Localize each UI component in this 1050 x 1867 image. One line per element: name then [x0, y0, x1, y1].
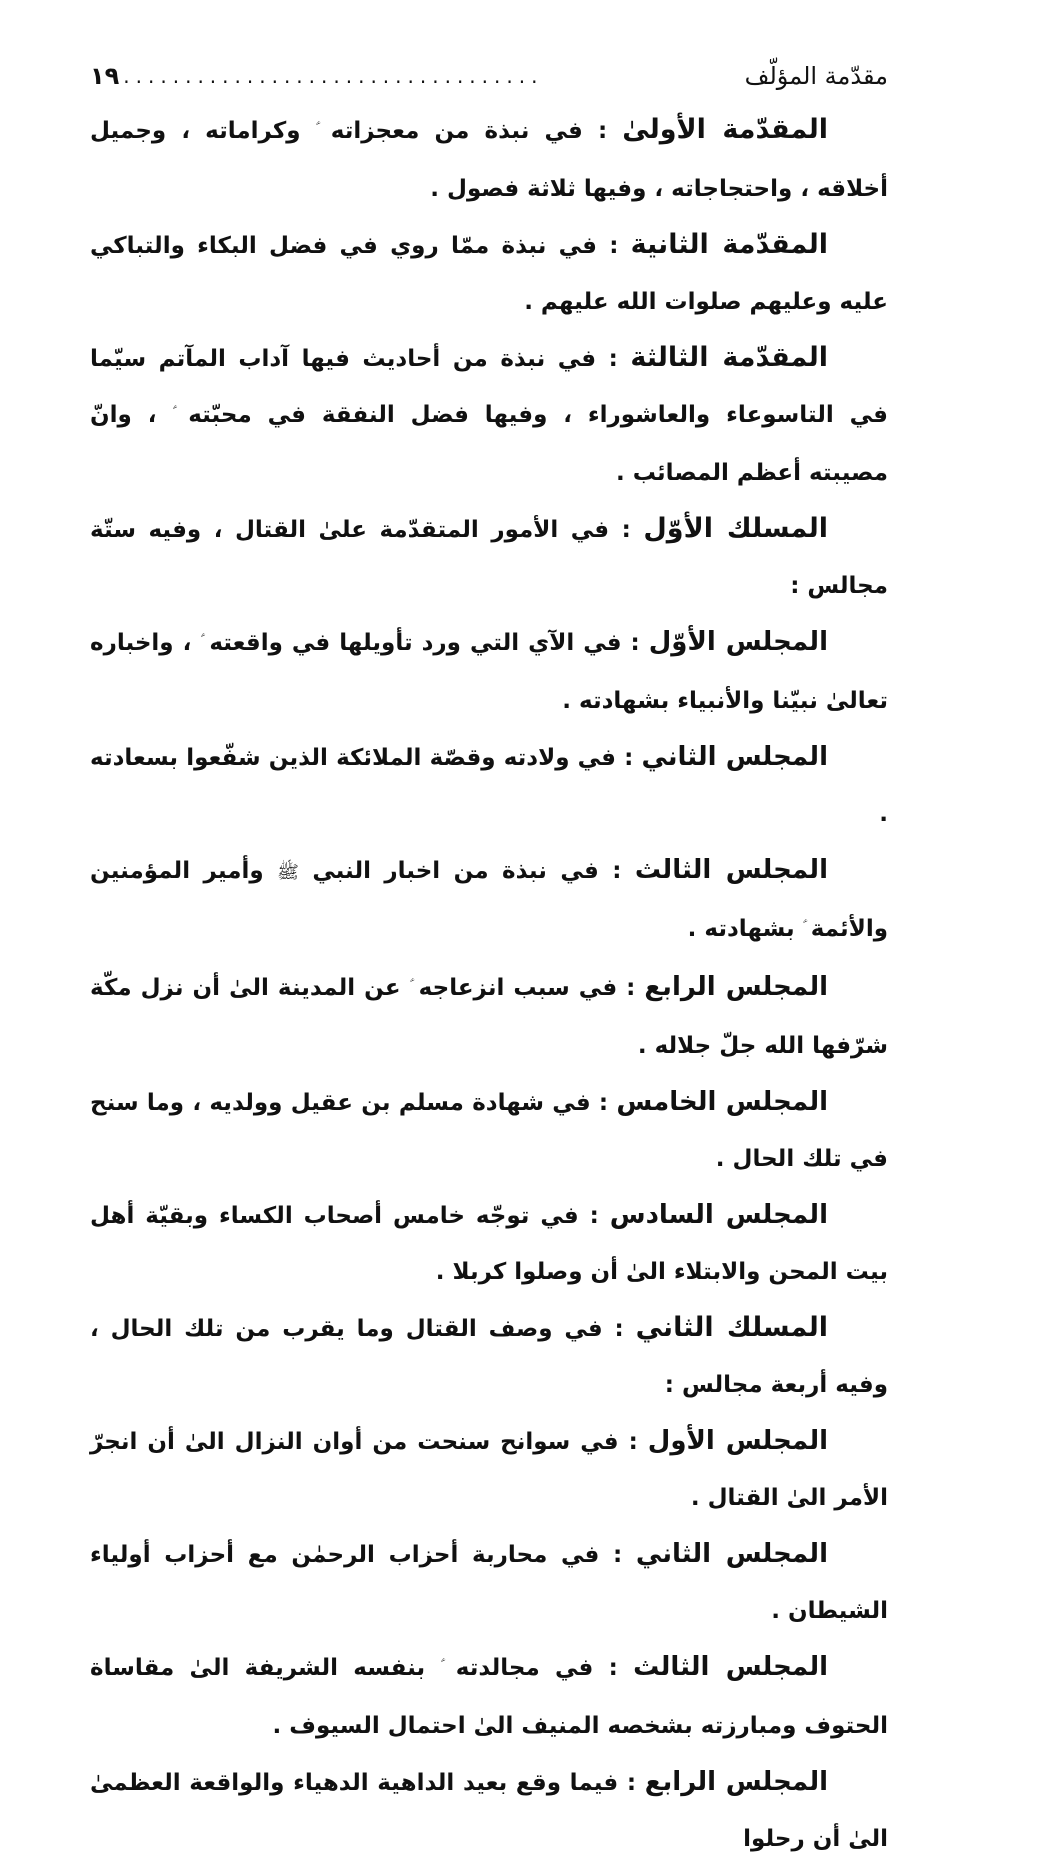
entry-text: في نبذة من اخبار النبي [312, 858, 599, 884]
entry-separator: : [609, 517, 644, 543]
entry-heading: المجلس الثالث [634, 855, 828, 885]
entry-heading: المجلس الثاني [641, 742, 828, 772]
page-number: ١٩ [90, 62, 120, 90]
entry-separator: : [590, 1090, 617, 1116]
entry-separator: : [618, 1429, 648, 1455]
running-head [90, 40, 888, 90]
toc-entry-majlis-3 [90, 842, 888, 959]
entry-separator: : [598, 858, 635, 884]
toc-entry-maslak2-majlis-2 [90, 1526, 888, 1639]
entry-heading: المقدّمة الثالثة [630, 342, 828, 373]
entry-heading: المقدّمة الأولىٰ [622, 114, 828, 145]
toc-entry-maslak-1 [90, 501, 888, 614]
book-page [90, 40, 888, 1867]
entry-heading: المقدّمة الثانية [630, 229, 828, 260]
entry-text-cont: وكراماته ، وجميل أخلاقه ، واحتجاجاته ، وفيها ثلاثة فصول . [90, 118, 888, 202]
entry-separator: : [596, 233, 631, 259]
salawat-glyph-icon: ﷺ [277, 862, 299, 883]
toc-entry-majlis-2 [90, 729, 888, 842]
entry-heading: المجلس الأول [647, 1426, 828, 1456]
toc-entry-maslak2-majlis-4 [90, 1754, 888, 1867]
entry-text: في نبذة من أحاديث فيها آداب المآتم سيّما في التاسوعاء والعاشوراء ، وفيها فضل النفقة في محبّته [90, 346, 888, 428]
entry-separator: : [617, 975, 645, 1001]
entry-text-cont: بشهادته . [687, 916, 803, 942]
entry-text-mid: وأمير المؤمنين والأئمة [90, 858, 888, 942]
entry-heading: المجلس الرابع [644, 1767, 829, 1797]
entry-heading: المجلس الأوّل [648, 627, 828, 657]
entry-text: في مجالدته [455, 1655, 594, 1681]
entry-text: في سوانح سنحت من أوان النزال الىٰ أن انجرّ الأمر الىٰ القتال . [90, 1429, 888, 1511]
toc-entry-majlis-5 [90, 1074, 888, 1187]
toc-entry-maslak2-majlis-1 [90, 1413, 888, 1526]
entry-text: في وصف القتال وما يقرب من تلك الحال ، وفيه أربعة مجالس : [90, 1316, 888, 1398]
entry-separator: : [582, 118, 623, 144]
toc-entry-majlis-4 [90, 959, 888, 1074]
entry-separator: : [618, 1770, 645, 1796]
entry-text: في ولادته وقصّة الملائكة الذين شفّعوا بسعادته . [90, 745, 888, 827]
toc-entry-maslak2-majlis-3 [90, 1639, 888, 1754]
toc-entry-maslak-2 [90, 1300, 888, 1413]
toc-entry-majlis-1 [90, 614, 888, 729]
entry-text: في الآي التي ورد تأويلها في واقعته [209, 630, 622, 656]
toc-entry-majlis-6 [90, 1187, 888, 1300]
entry-text: في محاربة أحزاب الرحمٰن مع أحزاب أولياء الشيطان . [90, 1542, 888, 1624]
entry-separator: : [599, 1542, 636, 1568]
entry-text: في توجّه خامس أصحاب الكساء وبقيّة أهل بيت المحن والابتلاء الىٰ أن وصلوا كربلا . [90, 1203, 888, 1285]
entry-text: في نبذة ممّا روي في فضل البكاء والتباكي عليه وعليهم صلوات الله عليهم . [90, 233, 888, 315]
entry-heading: المجلس الثاني [635, 1539, 828, 1569]
entry-text-cont: عن المدينة الىٰ أن نزل مكّة شرّفها الله جلّ جلاله . [90, 975, 888, 1059]
entry-text-cont: بنفسه الشريفة الىٰ مقاساة الحتوف ومبارزته بشخصه المنيف الىٰ احتمال السيوف . [90, 1655, 888, 1739]
entry-separator: : [621, 630, 649, 656]
entry-heading: المجلس الخامس [616, 1087, 828, 1117]
entry-text: في سبب انزعاجه [418, 975, 618, 1001]
entry-heading: المجلس الثالث [633, 1652, 828, 1682]
toc-entry-muqaddima-2 [90, 217, 888, 330]
entry-separator: : [596, 346, 631, 372]
toc-entry-muqaddima-1 [90, 102, 888, 217]
entry-separator: : [578, 1203, 610, 1229]
entry-separator: : [593, 1655, 634, 1681]
entry-heading: المسلك الأوّل [643, 513, 828, 544]
entry-text: في شهادة مسلم بن عقيل وولديه ، وما سنح في تلك الحال . [90, 1090, 888, 1172]
entry-text: في الأمور المتقدّمة علىٰ القتال ، وفيه ستّة مجالس : [90, 517, 888, 599]
toc-entry-muqaddima-3 [90, 330, 888, 501]
entry-separator: : [602, 1316, 636, 1342]
entry-separator: : [615, 745, 642, 771]
table-of-contents [90, 102, 888, 1867]
entry-text: في نبذة من معجزاته [330, 118, 583, 144]
entry-text-cont: ، وانّ مصيبته أعظم المصائب . [90, 402, 888, 486]
entry-heading: المجلس الرابع [644, 972, 829, 1002]
dot-leader: .................................. [123, 64, 544, 88]
entry-heading: المجلس السادس [609, 1200, 828, 1230]
entry-text-cont: ، واخباره تعالىٰ نبيّنا والأنبياء بشهادته . [90, 630, 888, 714]
entry-text: فيما وقع بعيد الداهية الدهياء والواقعة العظمىٰ الىٰ أن رحلوا [90, 1770, 888, 1852]
running-head-title: مقدّمة المؤلّف [744, 62, 888, 90]
entry-heading: المسلك الثاني [635, 1312, 828, 1343]
